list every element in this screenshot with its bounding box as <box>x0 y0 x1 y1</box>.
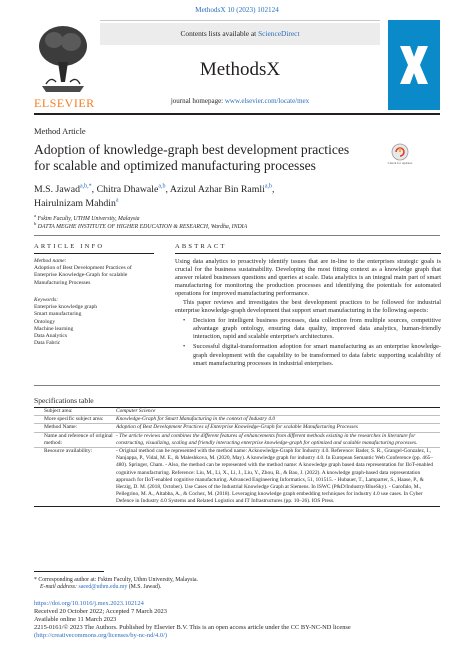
check-for-updates-button[interactable] <box>389 143 411 171</box>
abstract-bullet: • Decision for intelligent business processes, data collection from multiple sources, competitive advantage graph ontology, ensuring data quality, improved data analytics, human-friendly interaction, rapid and scalable enterprise's architectures. <box>175 317 441 341</box>
author-separator: , <box>272 184 275 195</box>
email-link[interactable]: saeed@uthm.edu.my <box>78 584 128 591</box>
journal-info-box <box>100 20 380 114</box>
corresponding-text: Corresponding author at: Fsktm Faculty, Uthm University, Malaysia. <box>38 577 198 583</box>
keyword-item: Enterprise knowledge graph <box>34 304 98 311</box>
footnote-rule <box>34 571 104 572</box>
check-for-updates-icon <box>389 143 411 161</box>
author-affiliation-mark[interactable]: a <box>115 197 119 204</box>
affiliation-mark: b <box>34 221 37 226</box>
abstract-paragraph-1: Using data analytics to proactively identify issues that are in-line to the enterprises strategic goals is crucial for the business sustainability. Developing the most fitting context as a knowledge graph that answer related businesses questions and queries at scale. Data analytics is an integral main part of smart manufacturing for monitoring the production processes and identifying the potentials for automated operations for improved manufacturing performance. <box>175 258 441 298</box>
license-statement: 2215-0161/© 2023 The Authors. Published by Elsevier B.V. This is an open access article under the CC BY-NC-ND license <box>34 623 351 631</box>
author-name: Chitra Dhawale <box>96 184 159 195</box>
abstract-body <box>175 258 441 370</box>
spec-row <box>34 424 440 432</box>
header-divider <box>34 235 440 236</box>
abstract-bullet: • Successful digital-transformation adoption for smart manufacturing as an enterprise knowledge-graph development with the capability to be transformed to data fabric supporting scalability of smart manufacturing processes in industrial enterprises. <box>175 343 441 367</box>
spec-value: - The article reviews and combines the different features of enhancements from different methods existing in the researches in literature for constructing, visualizing, scaling and friendly interacting enterprise knowledge-graph for optimized and scalable manufacturing processes. <box>116 432 418 446</box>
email-note <box>34 584 440 591</box>
keywords-label: Keywords: <box>34 297 59 303</box>
spec-key: Resource availability: <box>44 448 93 455</box>
contents-prefix: Contents lists available at <box>180 29 259 38</box>
check-updates-label: Check for updates <box>387 161 413 165</box>
spec-value: Computer Science <box>116 408 156 414</box>
abstract-rule <box>175 253 441 254</box>
keyword-item: Data Fabric <box>34 340 61 347</box>
affiliation-b <box>34 221 247 230</box>
keyword-item: Machine learning <box>34 325 74 332</box>
author-separator: , <box>91 184 97 195</box>
spec-row <box>34 433 440 448</box>
author-list <box>34 183 414 211</box>
author-affiliation-mark[interactable]: a,b <box>264 183 273 190</box>
corresponding-author-note: * Corresponding author at: Fsktm Faculty, Uthm University, Malaysia. <box>34 577 198 583</box>
methodsx-x-logo <box>388 20 440 110</box>
author-name: Azizul Azhar Bin Ramli <box>169 184 265 195</box>
author-affiliation-mark[interactable]: a,b <box>158 183 166 190</box>
contents-lists <box>100 23 380 45</box>
elsevier-tree-logo <box>34 20 95 114</box>
author-name: Hairulnizam Mahdin <box>34 198 116 209</box>
abstract-heading: ABSTRACT <box>175 243 227 250</box>
article-info-heading: ARTICLE INFO <box>34 243 105 250</box>
publisher-name: ELSEVIER <box>34 96 95 110</box>
email-suffix: (M.S. Jawad). <box>127 584 162 591</box>
spec-key: More specific subject area: <box>44 416 104 423</box>
publication-info <box>34 600 440 640</box>
spec-key: Name and reference of original method: <box>44 432 113 446</box>
specifications-title: Specifications table <box>34 396 94 405</box>
keywords-block <box>34 297 144 347</box>
masthead-rule <box>34 113 440 115</box>
authors-line-1 <box>34 183 414 197</box>
spec-row <box>34 448 440 506</box>
journal-masthead <box>34 20 440 114</box>
doi-link[interactable]: https://doi.org/10.1016/j.mex.2023.102124 <box>34 600 144 607</box>
spec-value: Knowledge-Graph for Smart Manufacturing in the context of Industry 4.0 <box>116 416 276 423</box>
spec-key: Method Name: <box>44 424 78 431</box>
email-label: E-mail address: <box>40 584 79 591</box>
journal-homepage <box>100 97 380 105</box>
affiliation-mark: a <box>34 213 37 218</box>
author-affiliation-mark[interactable]: a,b,* <box>80 183 92 190</box>
keyword-item: Ontology <box>34 318 56 325</box>
abstract-paragraph-2: This paper reviews and investigates the best development practices to be followed for industrial enterprise knowledge-graph development that support smart manufacturing in the following aspects: <box>175 299 441 315</box>
keyword-item: Smart manufacturing <box>34 311 82 318</box>
affiliation-text: Fsktm Faculty, UTHM University, Malaysia <box>37 215 140 222</box>
author-name: M.S. Jawad <box>34 184 80 195</box>
received-accepted-dates: Received 20 October 2022; Accepted 7 March 2023 <box>34 607 167 615</box>
spec-key: Subject area: <box>44 408 73 414</box>
journal-name: MethodsX <box>199 59 281 80</box>
author-separator: , <box>165 184 170 195</box>
keyword-item: Data Analytics <box>34 333 68 340</box>
method-name-label: Method name: <box>34 258 67 264</box>
homepage-prefix: journal homepage: <box>170 97 225 105</box>
method-name-value: Adoption of Best Development Practices of Enterprise Knowledge-Graph for scalable Manufacturing Processes <box>34 265 132 286</box>
specifications-table <box>34 407 440 507</box>
available-online-date: Available online 11 March 2023 <box>34 615 117 623</box>
spec-value: - Original method can be represented with the method name: Acknowledge-Graph for Industry 4.0. Reference: Bader, S. R., Grangel-Gonzalez, I., Nanjappa, P., Vidal, M. E., & Maleshkova, M. (2020, May). A knowledge graph for industry 4.0. In European Semantic Web Conference (pp. 465–480). Springer, Cham. - Also, the method can be represented with the method name: A knowledge graph based data representation for IIoT-enabled cognitive manufacturing. Reference: Liu, M., Li, X., Li, J., Liu, Y., Zhou, B., & Bao, J. (2022). A knowledge graph-based data representation approach for IIoT-enabled cognitive manufacturing. Advanced Engineering Informatics, 51, 101515. - Hubauer, T., Lamparter, S., Haase, P., & Herzig, D. M. (2018, October). Use Cases of the Industrial Knowledge Graph at Siemens. In ISWC (P&D/Industry/BlueSky). - Garofalo, M., Pellegrino, M. A., Altabba, A., & Cochez, M. (2018). Leveraging knowledge graph embedding techniques for industry 4.0 use cases. In Cyber Defence in Industry 4.0 Systems and Related Logistics and IT Infrastructures (pp. 10–26). IOS Press. <box>116 448 434 505</box>
license-link[interactable]: (http://creativecommons.org/licenses/by-nc-nd/4.0/) <box>34 631 167 639</box>
sciencedirect-link[interactable]: ScienceDirect <box>258 29 300 38</box>
spec-value: Adoption of Best Development Practices of Enterprise Knowledge-Graph for scalable Manufacturing Processes <box>116 424 358 431</box>
spec-row <box>34 408 440 416</box>
article-type: Method Article <box>34 126 86 136</box>
abstract-bullet-list <box>175 317 441 367</box>
footnotes <box>34 577 440 592</box>
affiliation-text: DATTA MEGHE INSTITUTE OF HIGHER EDUCATION & RESEARCH, Wardha, INDIA <box>37 223 248 230</box>
method-name-block <box>34 258 144 287</box>
article-title: Adoption of knowledge-graph best development practices for scalable and optimized manufacturing processes <box>34 142 350 173</box>
homepage-link[interactable]: www.elsevier.com/locate/mex <box>224 97 310 105</box>
authors-line-2 <box>34 197 414 211</box>
article-info-rule <box>34 253 154 254</box>
running-head: MethodsX 10 (2023) 102124 <box>195 6 279 14</box>
abstract-end-divider <box>34 385 440 386</box>
